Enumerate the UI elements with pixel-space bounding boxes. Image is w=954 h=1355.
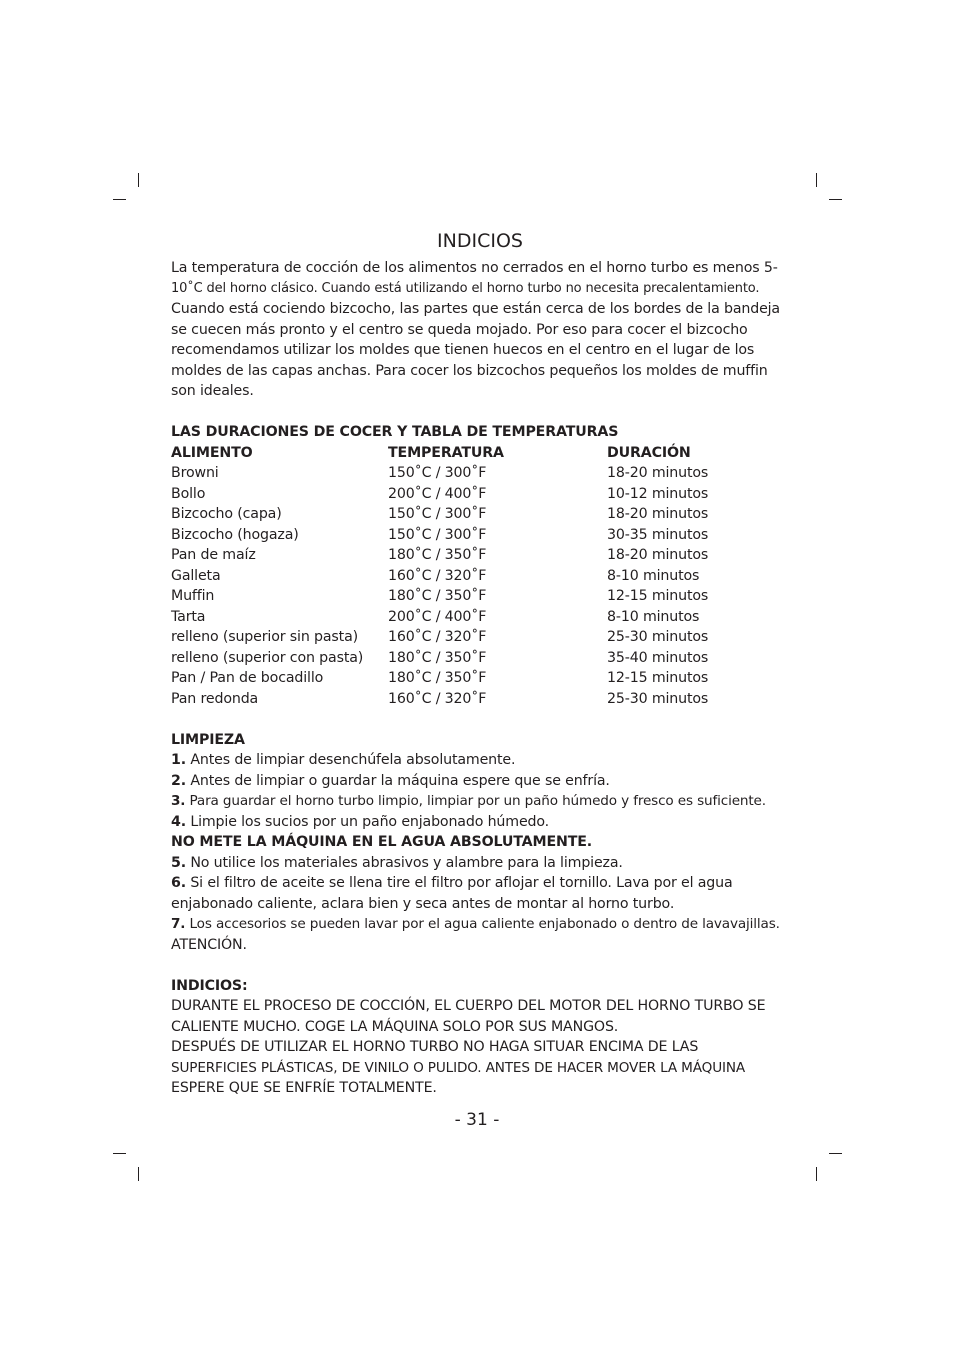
notes-line: ESPERE QUE SE ENFRÍE TOTALMENTE. [171,1080,437,1096]
table-row [171,484,789,505]
cleaning-section [171,730,789,956]
notes-heading: INDICIOS: [171,977,248,994]
cell-temperature: 150˚C / 300˚F [388,465,487,481]
cell-temperature: 180˚C / 350˚F [388,649,487,666]
cell-duration: 12-15 minutos [607,670,709,686]
cleaning-heading: LIMPIEZA [171,731,245,748]
page-title: INDICIOS [437,230,523,252]
cell-food: Bollo [171,485,206,502]
cell-duration: 35-40 minutos [607,649,709,666]
notes-line: CALIENTE MUCHO. COGE LA MÁQUINA SOLO POR SUS MANGOS. [171,1018,619,1035]
cleaning-item [171,750,789,771]
item-number: 1. [171,752,186,768]
cell-duration: 8-10 minutos [607,567,700,584]
cell-food: Muffin [171,588,215,604]
cell-duration: 18-20 minutos [607,465,709,481]
cleaning-item [171,812,789,833]
cell-food: relleno (superior sin pasta) [171,629,359,645]
cell-temperature: 160˚C / 320˚F [388,690,487,707]
cleaning-item [171,914,789,935]
cell-temperature: 180˚C / 350˚F [388,547,487,563]
item-text: No utilice los materiales abrasivos y alambre para la limpieza. [185,854,623,871]
item-number: 5. [171,854,186,871]
cleaning-warning: NO METE LA MÁQUINA EN EL AGUA ABSOLUTAMENTE. [171,834,593,850]
cell-duration: 25-30 minutos [607,629,709,645]
cell-duration: 30-35 minutos [607,526,709,543]
header-duration: DURACIÓN [607,444,691,461]
attention-label: ATENCIÓN. [171,936,247,953]
header-food: ALIMENTO [171,444,253,461]
cell-duration: 25-30 minutos [607,690,709,707]
intro-paragraph [171,258,789,402]
cleaning-item [171,771,789,792]
intro-line: se cuecen más pronto y el centro se queda mojado. Por eso para cocer el bizcocho [171,321,748,338]
cell-temperature: 150˚C / 300˚F [388,506,487,522]
notes-line: SUPERFICIES PLÁSTICAS, DE VINILO O PULIDO. ANTES DE HACER MOVER LA MÁQUINA [171,1059,746,1076]
cell-temperature: 150˚C / 300˚F [388,526,487,543]
table-row [171,566,789,587]
cell-duration: 18-20 minutos [607,547,709,563]
table-row [171,668,789,689]
table-row [171,627,789,648]
cell-duration: 12-15 minutos [607,588,709,604]
item-text: Limpie los sucios por un paño enjabonado húmedo. [185,813,550,830]
notes-line: DURANTE EL PROCESO DE COCCIÓN, EL CUERPO DEL MOTOR DEL HORNO TURBO SE [171,998,766,1014]
cell-food: Pan / Pan de bocadillo [171,670,324,686]
header-temperature: TEMPERATURA [388,444,504,461]
table-row [171,648,789,669]
table-row [171,607,789,628]
notes-section [171,976,789,1099]
item-text: Los accesorios se pueden lavar por el agua caliente enjabonado o dentro de lavavajillas. [185,916,780,932]
intro-line: moldes de las capas anchas. Para cocer los bizcochos pequeños los moldes de muffin [171,362,768,379]
item-text: Si el filtro de aceite se llena tire el filtro por aflojar el tornillo. Lava por el agua [185,875,733,891]
item-text: Antes de limpiar o guardar la máquina espere que se enfría. [185,772,610,789]
cell-food: Browni [171,465,219,481]
table-row [171,504,789,525]
crop-mark-top-left-horizontal [113,199,126,200]
cleaning-item-continuation: enjabonado caliente, aclara bien y seca antes de montar al horno turbo. [171,895,675,912]
page-content [171,228,789,1099]
table-heading: LAS DURACIONES DE COCER Y TABLA DE TEMPERATURAS [171,424,619,440]
crop-mark-bottom-left-horizontal [113,1153,126,1154]
crop-mark-top-left-vertical [138,173,139,187]
item-number: 7. [171,916,186,932]
notes-line: DESPUÉS DE UTILIZAR EL HORNO TURBO NO HAGA SITUAR ENCIMA DE LAS [171,1039,699,1055]
cleaning-item [171,873,789,894]
intro-line: 10˚C del horno clásico. Cuando está utilizando el horno turbo no necesita precalentamiento. [171,280,760,296]
cell-food: Tarta [171,608,206,625]
item-text: Antes de limpiar desenchúfela absolutamente. [185,752,516,768]
temperature-table [171,422,789,709]
cell-food: Bizcocho (capa) [171,506,282,522]
item-text: Para guardar el horno turbo limpio, limpiar por un paño húmedo y fresco es suficiente. [185,793,766,809]
cell-duration: 8-10 minutos [607,608,700,625]
cell-food: Pan redonda [171,690,259,707]
table-row [171,689,789,710]
table-header-row [171,443,789,464]
intro-line: son ideales. [171,383,254,399]
table-row [171,586,789,607]
table-row [171,525,789,546]
intro-line: recomendamos utilizar los moldes que tienen huecos en el centro en el lugar de los [171,342,755,358]
cell-temperature: 180˚C / 350˚F [388,588,487,604]
page-number: - 31 - [454,1110,500,1130]
crop-mark-bottom-left-vertical [138,1167,139,1181]
item-number: 4. [171,813,186,830]
table-row [171,463,789,484]
cell-temperature: 180˚C / 350˚F [388,670,487,686]
crop-mark-top-right-horizontal [829,199,842,200]
cell-duration: 18-20 minutos [607,506,709,522]
item-number: 2. [171,772,186,789]
cell-temperature: 160˚C / 320˚F [388,629,487,645]
cell-temperature: 200˚C / 400˚F [388,608,487,625]
intro-line: Cuando está cociendo bizcocho, las partes que están cerca de los bordes de la bandeja [171,301,780,317]
cell-food: Pan de maíz [171,547,256,563]
crop-mark-bottom-right-vertical [816,1167,817,1181]
cell-temperature: 160˚C / 320˚F [388,567,487,584]
cell-food: Galleta [171,567,221,584]
item-number: 3. [171,793,186,809]
table-row [171,545,789,566]
cleaning-item [171,853,789,874]
cell-temperature: 200˚C / 400˚F [388,485,487,502]
crop-mark-bottom-right-horizontal [829,1153,842,1154]
cell-duration: 10-12 minutos [607,485,709,502]
cell-food: relleno (superior con pasta) [171,649,364,666]
intro-line: La temperatura de cocción de los alimentos no cerrados en el horno turbo es menos 5- [171,260,778,276]
cell-food: Bizcocho (hogaza) [171,526,299,543]
crop-mark-top-right-vertical [816,173,817,187]
item-number: 6. [171,875,186,891]
cleaning-item [171,791,789,812]
